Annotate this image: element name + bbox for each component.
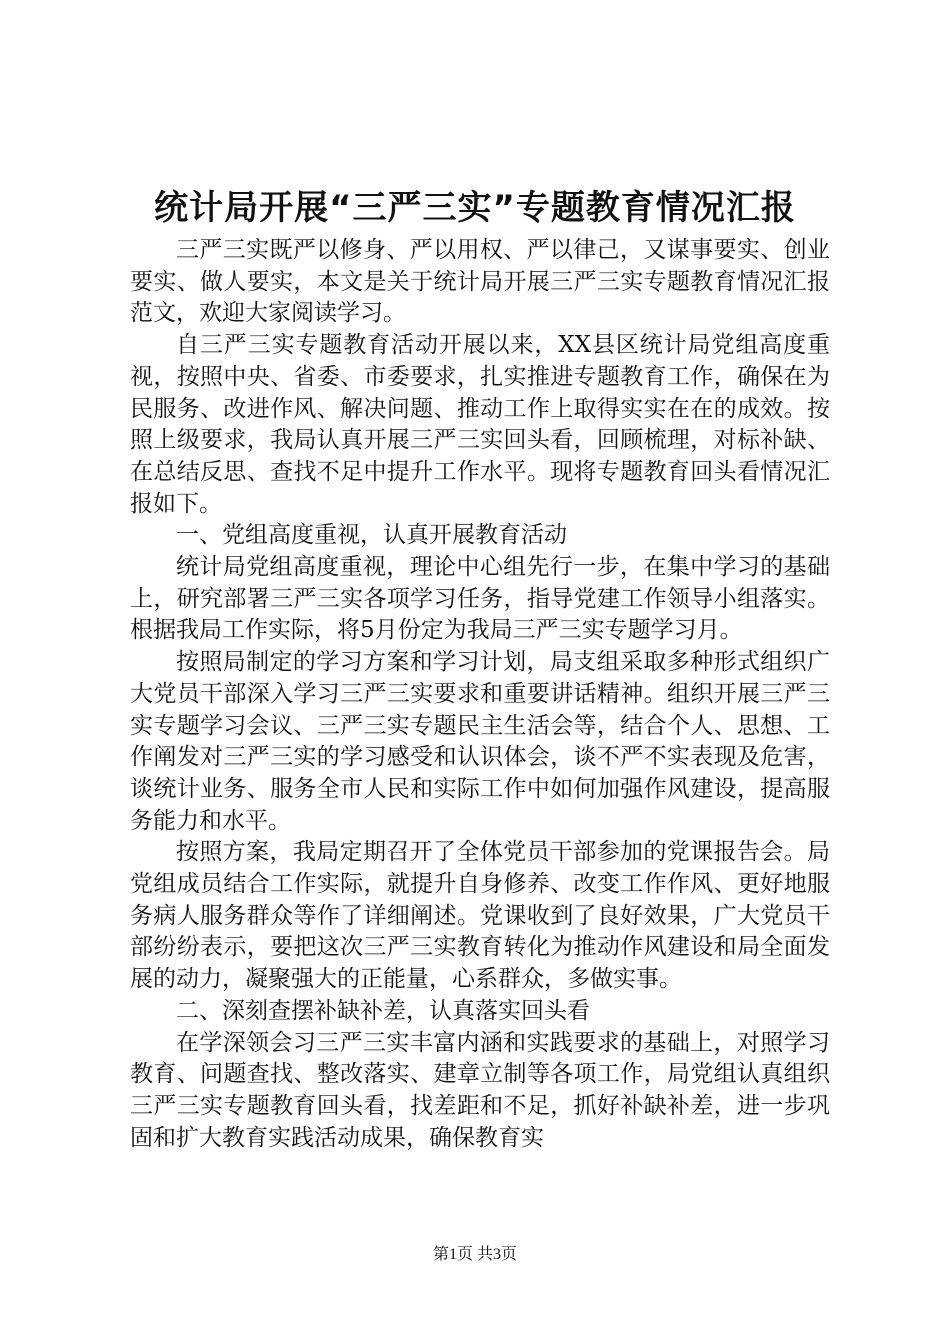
- section-heading-1: 一、党组高度重视，认真开展教育活动: [176, 522, 567, 549]
- section-1-paragraph-3: 按照方案，我局定期召开了全体党员干部参加的党课报告会。局党组成员结合工作实际，就提升自身修养、改变工作作风、更好地服务病人服务群众等作了详细阐述。党课收到了良好效果，广大党员干部纷纷表示，要把这次三严三实教育转化为推动作风建设和局全面发展的动力，凝聚强大的正能量，心系群众，多做实事。: [130, 839, 830, 993]
- overview-paragraph: 自三严三实专题教育活动开展以来，XX县区统计局党组高度重视，按照中央、省委、市委要求，扎实推进专题教育工作，确保在为民服务、改进作风、解决问题、推动工作上取得实实在在的成效。按照上级要求，我局认真开展三严三实回头看，回顾梳理，对标补缺、在总结反思、查找不足中提升工作水平。现将专题教育回头看情况汇报如下。: [130, 332, 830, 517]
- intro-paragraph: 三严三实既严以修身、严以用权、严以律己，又谋事要实、创业要实、做人要实，本文是关于统计局开展三严三实专题教育情况汇报范文，欢迎大家阅读学习。: [130, 237, 830, 327]
- page-footer: 第1页 共3页: [432, 1246, 517, 1263]
- section-1-paragraph-2: 按照局制定的学习方案和学习计划，局支组采取多种形式组织广大党员干部深入学习三严三实要求和重要讲话精神。组织开展三严三实专题学习会议、三严三实专题民主生活会等，结合个人、思想、工作阐发对三严三实的学习感受和认识体会，谈不严不实表现及危害，谈统计业务、服务全市人民和实际工作中如何加强作风建设，提高服务能力和水平。: [130, 649, 830, 834]
- document-body: [130, 235, 830, 1154]
- section-heading-2: 二、深刻查摆补缺补差，认真落实回头看: [176, 997, 590, 1024]
- section-2-paragraph-1: 在学深领会习三严三实丰富内涵和实践要求的基础上，对照学习教育、问题查找、整改落实、建章立制等各项工作，局党组认真组织三严三实专题教育回头看，找差距和不足，抓好补缺补差，进一步巩固和扩大教育实践活动成果，确保教育实: [130, 1029, 830, 1151]
- page-title: 统计局开展“三严三实”专题教育情况汇报: [154, 188, 796, 228]
- section-1-paragraph-1: 统计局党组高度重视，理论中心组先行一步，在集中学习的基础上，研究部署三严三实各项学习任务，指导党建工作领导小组落实。根据我局工作实际，将5月份定为我局三严三实专题学习月。: [130, 554, 830, 644]
